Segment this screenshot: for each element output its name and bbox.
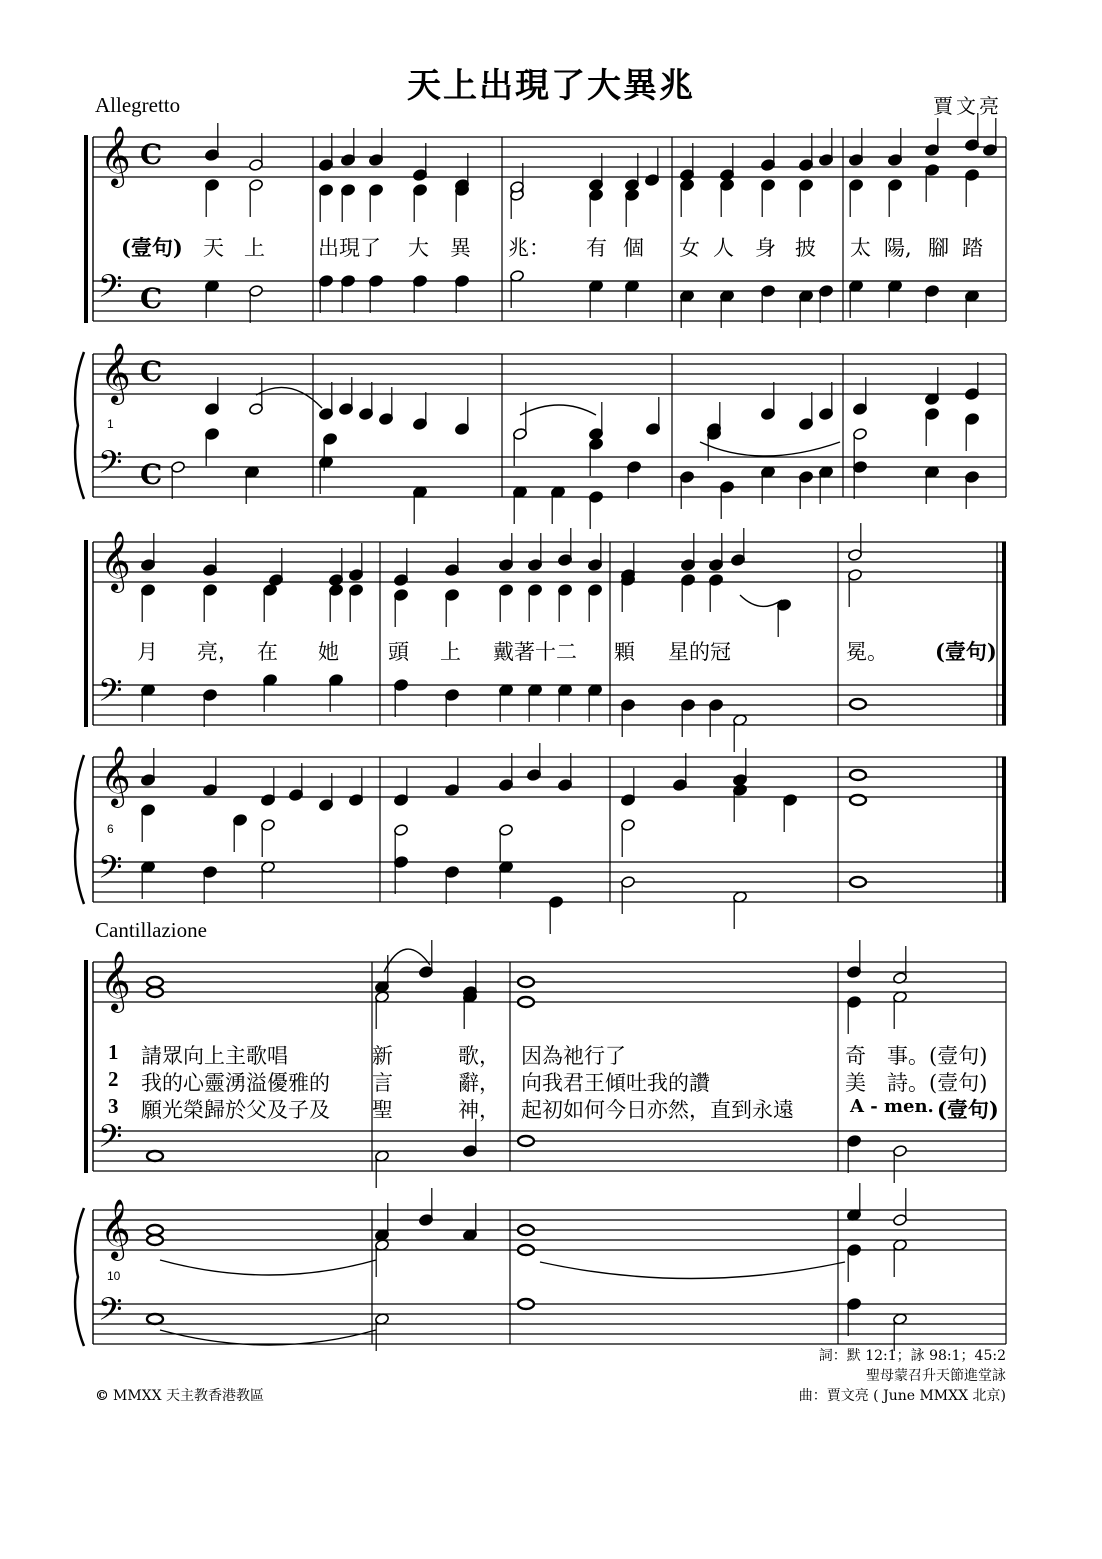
common-time-icon: C — [140, 458, 163, 491]
bass-clef-icon: 𝄢 — [98, 444, 123, 488]
verse-text: 言 — [372, 1071, 393, 1095]
lyric-syllable: 大 — [408, 236, 429, 260]
choir-bracket — [84, 960, 88, 1173]
whole-note-head — [147, 1314, 163, 1324]
lyric-syllable: 有 — [586, 236, 607, 260]
bass-clef-icon: 𝄢 — [98, 268, 123, 312]
lyric-syllable: 亮， — [197, 640, 239, 664]
lyric-syllable: 披 — [795, 236, 816, 260]
bass-clef-icon: 𝄢 — [98, 1291, 123, 1335]
verse-text: 向我君王傾吐我的讚 — [521, 1071, 710, 1095]
common-time-icon: C — [140, 138, 163, 171]
common-time-icon: C — [140, 355, 163, 388]
bass-clef-icon: 𝄢 — [98, 672, 123, 716]
lyric-syllable: 顆 — [614, 640, 635, 664]
lyric-syllable: 女 — [679, 236, 700, 260]
verse-text: 願光榮歸於父及子及 — [141, 1098, 330, 1122]
lyric-syllable: (壹句) — [935, 639, 997, 664]
lyric-syllable: 身 — [755, 236, 776, 260]
whole-note-head — [147, 987, 163, 997]
verse-text: (壹句) — [937, 1097, 999, 1122]
verse-text: 奇 — [845, 1044, 866, 1068]
common-time-icon: C — [140, 282, 163, 315]
lyric-syllable: (壹句) — [121, 235, 183, 260]
text-source: 詞：默 12:1；詠 98:1；45:2 — [818, 1348, 1006, 1364]
lyric-syllable: 上 — [244, 236, 265, 260]
verse-number: 1 — [108, 1040, 119, 1064]
lyric-syllable: 星的冠 — [668, 640, 731, 664]
bass-clef-icon: 𝄢 — [98, 1118, 123, 1162]
verse-text: 辭， — [458, 1071, 500, 1095]
whole-note-head — [518, 1245, 534, 1255]
whole-note-head — [518, 1299, 534, 1309]
lyric-syllable: 在 — [257, 640, 278, 664]
copyright-icon: © — [95, 1388, 109, 1404]
verse-text: 我的心靈湧溢優雅的 — [141, 1071, 330, 1095]
verse-text: 事。(壹句) — [887, 1044, 988, 1068]
whole-note-head — [850, 770, 866, 780]
slur — [160, 1330, 376, 1345]
lyric-syllable: 陽, — [884, 236, 912, 260]
treble-clef-icon: 𝄞 — [100, 531, 131, 591]
lyric-syllable: 異 — [450, 236, 471, 260]
choir-bracket — [84, 540, 88, 727]
slur — [740, 595, 782, 606]
piano-brace — [75, 755, 84, 904]
slur — [520, 405, 596, 415]
whole-note-head — [850, 795, 866, 805]
treble-clef-icon: 𝄞 — [100, 343, 131, 403]
whole-note-head — [850, 699, 866, 709]
verse-text: 聖 — [372, 1098, 393, 1122]
lyric-syllable: 天 — [203, 236, 224, 260]
lyric-syllable: 腳 — [928, 236, 949, 260]
bass-clef-icon: 𝄢 — [98, 849, 123, 893]
whole-note-head — [518, 1225, 534, 1235]
measure-number: 1 — [107, 417, 114, 431]
whole-note-head — [147, 1225, 163, 1235]
slur — [540, 1262, 845, 1279]
whole-note-head — [850, 877, 866, 887]
tempo-marking-allegretto: Allegretto — [95, 93, 181, 117]
whole-note-head — [518, 997, 534, 1007]
lyric-syllable: 兆： — [508, 236, 550, 260]
whole-note-head — [147, 1151, 163, 1161]
slur — [160, 1260, 376, 1275]
verse-text: 因為祂行了 — [521, 1044, 626, 1068]
copyright-notice — [95, 1385, 264, 1405]
choir-bracket — [84, 135, 88, 323]
tempo-marking-cantillazione: Cantillazione — [95, 918, 207, 942]
lyric-syllable: 戴著十二 — [493, 640, 577, 664]
treble-clef-icon: 𝄞 — [100, 126, 131, 186]
measure-number: 10 — [107, 1269, 121, 1283]
lyric-syllable: 她 — [318, 640, 339, 664]
verse-number: 3 — [108, 1094, 119, 1118]
treble-clef-icon: 𝄞 — [100, 746, 131, 806]
treble-clef-icon: 𝄞 — [100, 951, 131, 1011]
lyric-syllable: 出現了 — [318, 236, 381, 260]
footer-credits — [799, 1346, 1006, 1406]
verse-text: 新 — [372, 1044, 393, 1068]
composer-name: 賈文亮 — [933, 94, 1002, 118]
verse-text: 美 — [845, 1071, 866, 1095]
whole-note-head — [518, 1136, 534, 1146]
lyric-syllable: 太 — [850, 236, 871, 260]
treble-clef-icon: 𝄞 — [100, 1199, 131, 1259]
piano-brace — [75, 1208, 84, 1346]
page-title: 天上出現了大異兆 — [407, 66, 695, 106]
piano-brace — [75, 352, 84, 499]
lyric-syllable: 頭 — [388, 640, 409, 664]
measure-number: 6 — [107, 822, 114, 836]
copyright-text: MMXX 天主教香港教區 — [113, 1388, 265, 1404]
whole-note-head — [147, 977, 163, 987]
slur — [256, 387, 322, 408]
verse-text: 起初如何今日亦然，直到永遠 — [521, 1098, 794, 1122]
whole-note-head — [518, 977, 534, 987]
whole-note-head — [147, 1235, 163, 1245]
verse-text: A - men. — [850, 1096, 934, 1117]
slur — [700, 442, 840, 456]
verse-text: 詩。(壹句) — [887, 1071, 988, 1095]
lyric-syllable: 冕。 — [846, 640, 888, 664]
occasion: 聖母蒙召升天節進堂詠 — [866, 1368, 1006, 1384]
verse-number: 2 — [108, 1067, 119, 1091]
music-credit: 曲：賈文亮 ( June MMXX 北京) — [798, 1388, 1006, 1404]
verse-text: 請眾向上主歌唱 — [141, 1044, 288, 1068]
lyric-syllable: 月 — [137, 640, 158, 664]
lyric-syllable: 人 — [713, 236, 734, 260]
verse-text: 歌， — [458, 1044, 500, 1068]
lyric-syllable: 上 — [440, 640, 461, 664]
lyric-syllable: 個 — [623, 236, 644, 260]
verse-text: 神， — [458, 1098, 500, 1122]
lyric-syllable: 踏 — [962, 236, 983, 260]
